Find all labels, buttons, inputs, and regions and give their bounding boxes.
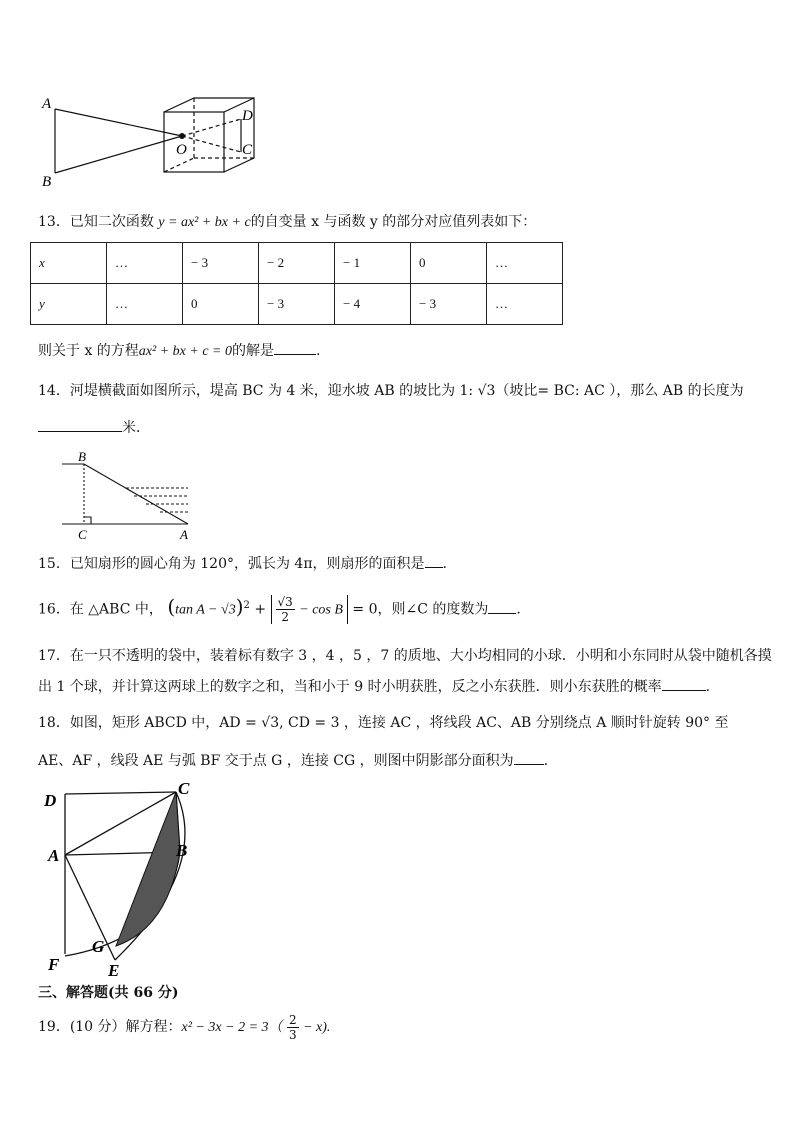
q13-value-table [30,242,563,325]
label-O: O [176,142,187,158]
label-E: E [108,961,120,980]
figure-q18-rectangle-rotation [40,778,210,982]
label-B: B [78,450,86,464]
table-cell: − 3 [259,284,335,325]
q13-equation: y = ax² + bx + c [158,215,251,230]
q18-line2: AE、AF ，线段 AE 与弧 BF 交于点 G ，连接 CG ，则图中阴影部分面积为 . [38,750,548,771]
label-D: D [44,791,57,810]
label-A: A [42,96,52,112]
table-cell: 0 [183,284,259,325]
fraction: $\frac{√3}{2}$ [277,595,293,625]
table-head-x: x [31,243,107,284]
q13-follow: 则关于 x 的方程ax² + bx + c = 0的解是 . [38,340,320,362]
table-cell: … [107,243,183,284]
table-row [31,243,563,284]
q17-line2: 出 1 个球，并计算这两球上的数字之和，当和小于 9 时小明获胜，反之小东获胜．则小东获胜的概率 . [38,676,710,697]
section-title: 三、解答题(共 66 分) [38,985,179,1001]
table-cell: … [487,284,563,325]
q17-line1: 17．在一只不透明的袋中，装着标有数字 3 ，4 ，5 ，7 的质地、大小均相同的小球．小明和小东同时从袋中随机各摸 [38,648,772,664]
q13-stem: 13．已知二次函数 y = ax² + bx + c的自变量 x 与函数 y 的部分对应值列表如下： [38,214,537,230]
q19-stem: 19．(10 分）解方程：x² − 3x − 2 = 3（ $\frac{2}{3}$ − x). [38,1012,331,1042]
label-B: B [42,174,52,190]
label-D: D [242,108,253,124]
figure-q12-cube [36,92,268,192]
label-C: C [78,527,87,542]
table-cell: − 4 [335,284,411,325]
table-cell: − 3 [411,284,487,325]
label-A: A [180,527,188,542]
label-B: B [176,841,188,860]
answer-blank [38,417,122,432]
label-C: C [242,142,253,158]
answer-blank [425,553,443,568]
q16-stem: 16．在 △ABC 中， (tan A − √3)$^2$ + $\frac{√3}{2}$ − cos B = 0，则∠C 的度数为 . [38,594,521,625]
table-cell: − 3 [183,243,259,284]
table-cell: − 1 [335,243,411,284]
table-head-y: y [31,284,107,325]
table-cell: − 2 [259,243,335,284]
answer-blank [488,599,516,614]
table-cell: 0 [411,243,487,284]
q14-answer-line: 米． [38,417,150,438]
label-A: A [48,846,60,865]
table-cell: … [107,284,183,325]
label-F: F [48,955,60,974]
fraction: $\frac{2}{3}$ [288,1012,297,1042]
answer-blank [514,750,544,765]
q14-stem: 14．河堤横截面如图所示，堤高 BC 为 4 米，迎水坡 AB 的坡比为 1: √3（坡比= BC: AC ），那么 AB 的长度为 [38,383,744,399]
q15-stem: 15．已知扇形的圆心角为 120°，弧长为 4π，则扇形的面积是 . [38,553,447,574]
figure-q14-embankment [56,450,196,542]
label-G: G [92,937,105,956]
q18-line1: 18．如图，矩形 ABCD 中，AD = √3, CD = 3 ，连接 AC ，将线段 AC、AB 分别绕点 A 顺时针旋转 90° 至 [38,715,729,731]
label-C: C [178,779,190,798]
table-row [31,284,563,325]
answer-blank [662,676,706,691]
answer-blank [274,340,316,355]
table-cell: … [487,243,563,284]
